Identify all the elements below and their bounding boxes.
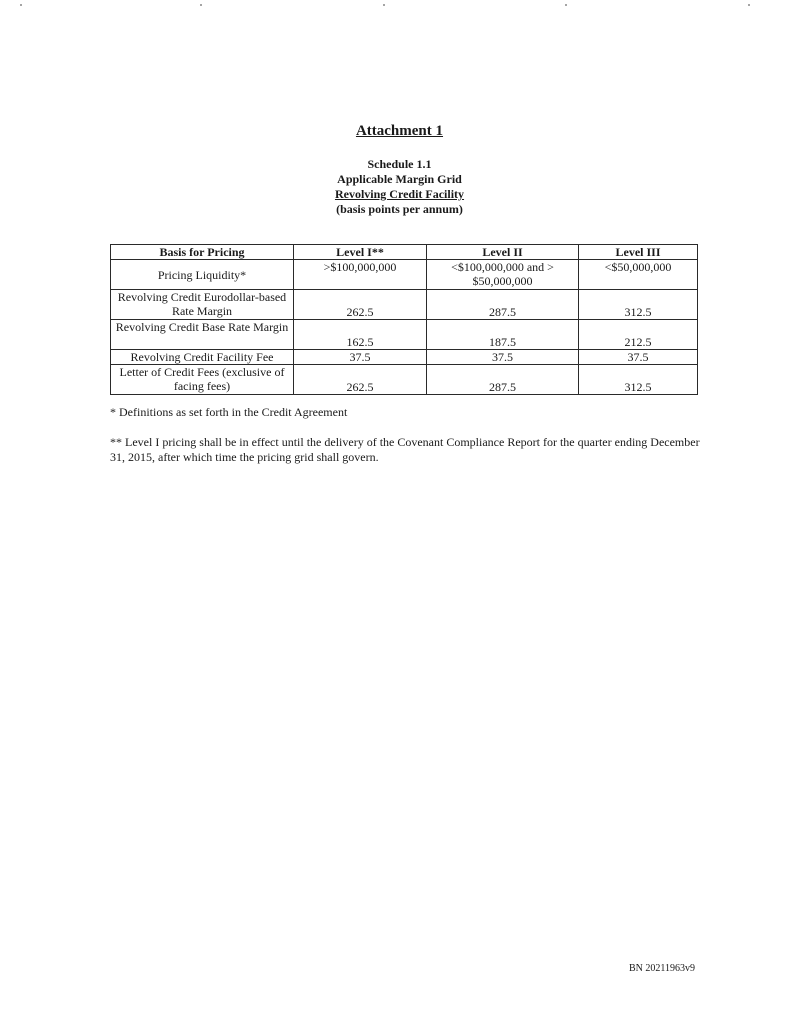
- row-label: Pricing Liquidity*: [111, 260, 294, 290]
- cell-value: 37.5: [427, 350, 579, 365]
- table-row: [111, 260, 698, 290]
- cell-value: 287.5: [427, 290, 579, 320]
- row-label: Revolving Credit Eurodollar-based Rate Margin: [111, 290, 294, 320]
- header-level-2: Level II: [427, 245, 579, 260]
- row-label: Revolving Credit Facility Fee: [111, 350, 294, 365]
- row-label: Letter of Credit Fees (exclusive of facing fees): [111, 365, 294, 395]
- document-id: BN 20211963v9: [628, 963, 695, 974]
- header-basis: Basis for Pricing: [111, 245, 294, 260]
- row-label: Revolving Credit Base Rate Margin: [111, 320, 294, 350]
- page-title: Attachment 1: [355, 123, 444, 139]
- cell-value: <$100,000,000 and > $50,000,000: [427, 260, 579, 290]
- margin-grid-table: [110, 244, 698, 395]
- table-row: [111, 365, 698, 395]
- cell-value: 262.5: [294, 365, 427, 395]
- cell-value: 162.5: [294, 320, 427, 350]
- cell-value: <$50,000,000: [579, 260, 698, 290]
- cell-value: 287.5: [427, 365, 579, 395]
- cell-value: 37.5: [579, 350, 698, 365]
- table-row: [111, 350, 698, 365]
- units-caption: (basis points per annum): [336, 202, 463, 216]
- cell-value: 212.5: [579, 320, 698, 350]
- cell-value: >$100,000,000: [294, 260, 427, 290]
- header-level-3: Level III: [579, 245, 698, 260]
- schedule-block: [0, 157, 799, 217]
- definitions-note: * Definitions as set forth in the Credit Agreement: [110, 405, 348, 419]
- table-header-row: [111, 245, 698, 260]
- facility-title: Revolving Credit Facility: [334, 187, 465, 201]
- header-level-1: Level I**: [294, 245, 427, 260]
- cell-value: 37.5: [294, 350, 427, 365]
- cell-value: 262.5: [294, 290, 427, 320]
- schedule-title: Applicable Margin Grid: [337, 172, 462, 186]
- cell-value: 187.5: [427, 320, 579, 350]
- level-one-note: ** Level I pricing shall be in effect until the delivery of the Covenant Compliance Report for the quarter ending December 31, 2015, after which time the pricing grid shall govern.: [110, 435, 700, 464]
- schedule-number: Schedule 1.1: [367, 157, 432, 171]
- table-row: [111, 320, 698, 350]
- cell-value: 312.5: [579, 290, 698, 320]
- cell-value: 312.5: [579, 365, 698, 395]
- table-row: [111, 290, 698, 320]
